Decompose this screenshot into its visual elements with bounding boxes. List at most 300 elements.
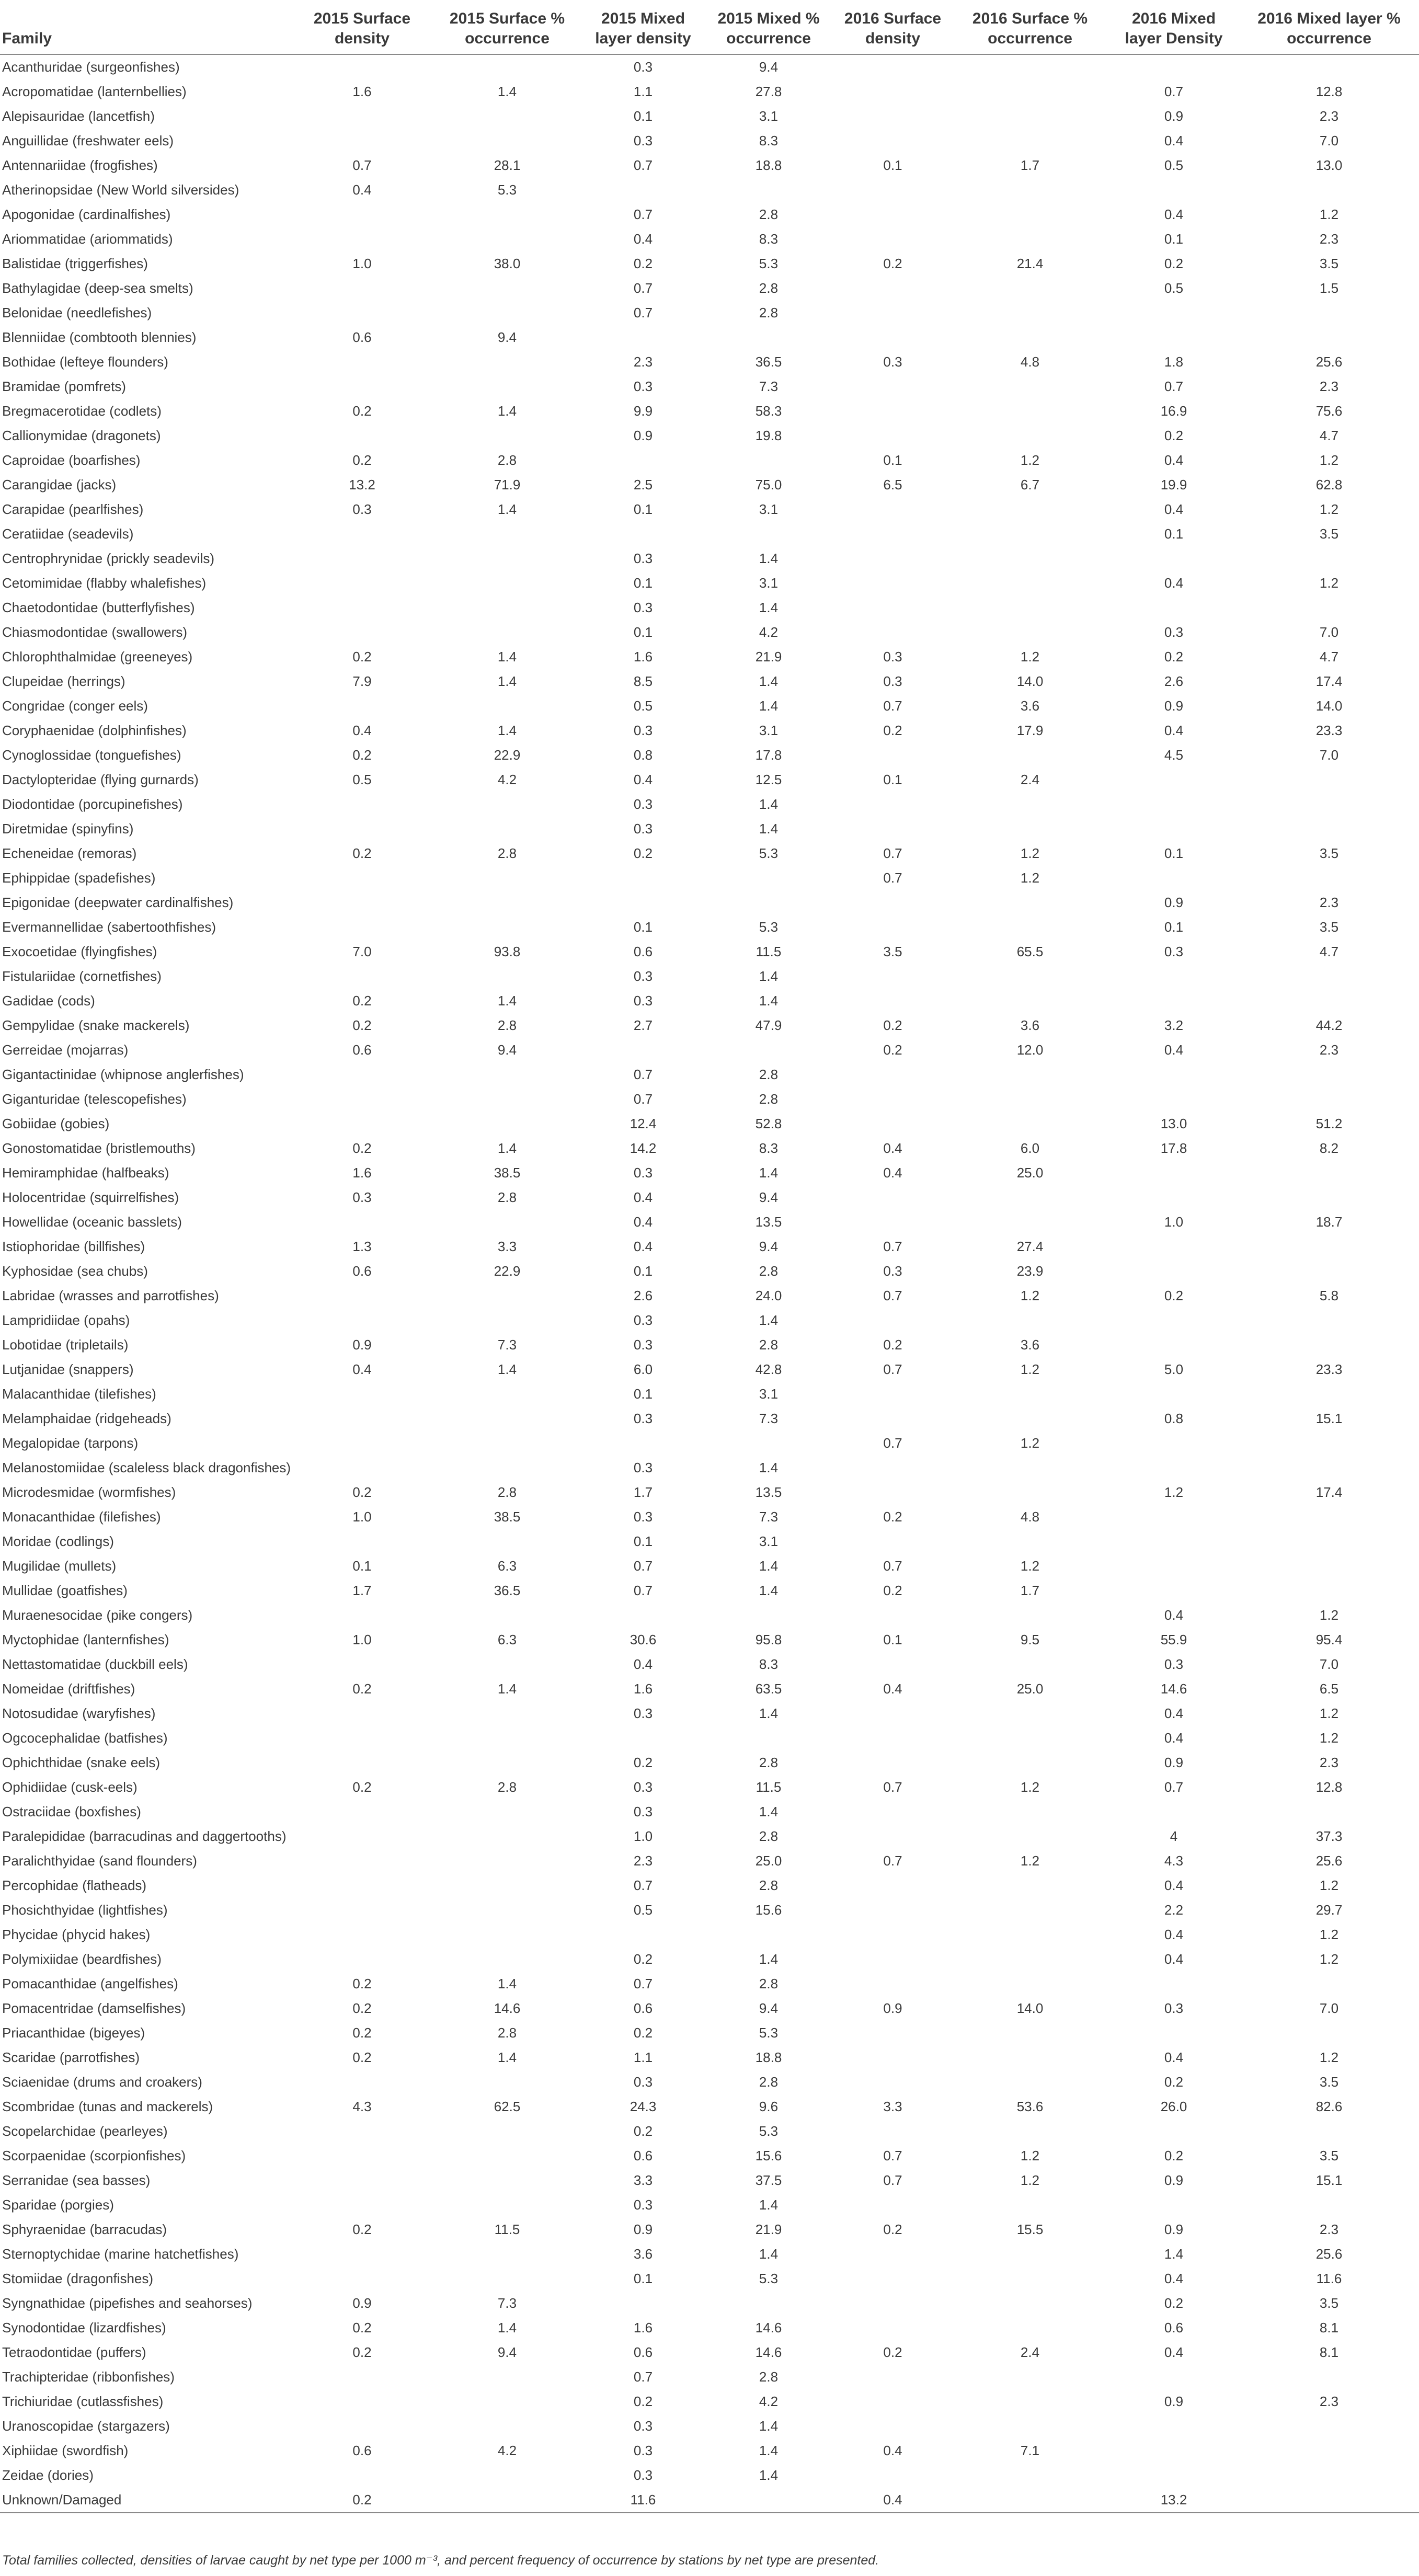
cell-family: Cetomimidae (flabby whalefishes) [2,575,207,591]
cell-surface-occurrence-2015 [431,2389,583,2414]
cell-surface-density-2015: 0.2 [352,403,372,419]
cell-mixed-density-2016: 0.2 [1164,649,1184,665]
cell-surface-occurrence-2015 [431,227,583,251]
cell-surface-occurrence-2016 [952,227,1108,251]
cell-surface-density-2015 [293,620,431,645]
cell-surface-occurrence-2016: 1.7 [1020,157,1040,173]
cell-family: Serranidae (sea basses) [2,2172,151,2188]
cell-surface-density-2015: 1.6 [352,84,372,99]
cell-mixed-density-2015: 1.6 [633,2320,653,2335]
cell-mixed-density-2015: 0.3 [633,2418,653,2434]
cell-mixed-occurrence-2016 [1239,1800,1419,1824]
cell-mixed-density-2016 [1108,1972,1239,1996]
cell-family: Carapidae (pearlfishes) [2,501,144,517]
cell-mixed-occurrence-2015: 2.8 [759,1755,779,1770]
table-row [0,79,1419,104]
header-2015-mixed-occurrence: 2015 Mixed % occurrence [703,0,834,54]
cell-surface-density-2016: 0.1 [883,452,902,468]
cell-surface-density-2016 [834,1185,952,1210]
cell-mixed-density-2016: 0.4 [1164,1705,1184,1721]
cell-surface-density-2015 [293,1210,431,1234]
cell-surface-density-2016 [834,497,952,522]
cell-mixed-occurrence-2015: 1.4 [759,2467,779,2483]
cell-mixed-occurrence-2016: 4.7 [1319,428,1339,443]
cell-mixed-density-2016 [1108,325,1239,350]
table-row [0,2438,1419,2463]
cell-mixed-density-2016: 0.4 [1164,2344,1184,2360]
cell-mixed-density-2015: 0.3 [633,1460,653,1475]
cell-mixed-density-2015: 3.6 [633,2246,653,2262]
cell-family: Bramidae (pomfrets) [2,379,126,394]
table-row [0,2193,1419,2217]
cell-mixed-density-2015: 0.3 [633,600,653,615]
cell-surface-density-2016 [834,1210,952,1234]
cell-surface-density-2016 [834,1898,952,1922]
table-row [0,350,1419,374]
cell-surface-occurrence-2016: 1.2 [1020,1435,1040,1451]
cell-surface-density-2016 [834,178,952,202]
cell-surface-occurrence-2015 [431,522,583,546]
cell-family: Alepisauridae (lancetfish) [2,108,155,124]
cell-surface-density-2016 [834,1529,952,1554]
cell-surface-occurrence-2016: 65.5 [1016,944,1044,959]
cell-mixed-density-2016 [1108,1234,1239,1259]
cell-surface-occurrence-2016 [952,817,1108,841]
cell-surface-density-2015: 0.7 [352,157,372,173]
cell-surface-density-2015: 13.2 [349,477,375,493]
cell-family: Nettastomatidae (duckbill eels) [2,1656,188,1672]
cell-surface-density-2015: 0.2 [352,2050,372,2065]
cell-mixed-occurrence-2015: 21.9 [755,2222,782,2237]
table-row [0,1873,1419,1898]
cell-surface-density-2016 [834,792,952,817]
cell-surface-occurrence-2015: 38.5 [494,1509,521,1525]
cell-surface-occurrence-2015 [431,2365,583,2389]
cell-surface-density-2015: 7.0 [352,944,372,959]
cell-surface-density-2016 [834,1947,952,1972]
cell-surface-density-2015: 0.5 [352,772,372,787]
cell-surface-density-2015: 0.2 [352,1140,372,1156]
cell-surface-occurrence-2015 [431,964,583,989]
cell-surface-occurrence-2015 [431,2414,583,2438]
cell-mixed-density-2015: 0.6 [633,2344,653,2360]
cell-mixed-occurrence-2016 [1239,2193,1419,2217]
cell-family: Trichiuridae (cutlassfishes) [2,2394,164,2409]
table-row [0,301,1419,325]
cell-mixed-density-2016: 0.9 [1164,1755,1184,1770]
table-row [0,1824,1419,1849]
cell-surface-density-2015: 0.4 [352,1361,372,1377]
cell-surface-occurrence-2016: 21.4 [1016,256,1044,271]
cell-surface-occurrence-2015 [431,620,583,645]
cell-surface-occurrence-2015 [431,301,583,325]
cell-mixed-density-2016: 1.0 [1164,1214,1184,1230]
cell-surface-occurrence-2015 [431,1456,583,1480]
cell-mixed-occurrence-2016 [1239,1431,1419,1456]
table-row [0,178,1419,202]
cell-mixed-density-2015: 0.3 [633,133,653,148]
cell-mixed-occurrence-2015: 63.5 [755,1681,782,1697]
cell-mixed-occurrence-2016: 6.5 [1319,1681,1339,1697]
cell-surface-occurrence-2015: 1.4 [497,501,517,517]
cell-surface-density-2016 [834,2316,952,2340]
cell-mixed-density-2016: 26.0 [1160,2099,1187,2114]
table-row [0,2144,1419,2168]
cell-mixed-density-2015 [583,522,703,546]
cell-mixed-occurrence-2016: 75.6 [1315,403,1343,419]
cell-surface-occurrence-2016: 9.5 [1020,1632,1040,1647]
cell-mixed-density-2015: 0.3 [633,821,653,837]
cell-mixed-occurrence-2016: 2.3 [1319,379,1339,394]
table-row [0,1505,1419,1529]
cell-mixed-density-2016 [1108,1578,1239,1603]
cell-surface-density-2015: 0.6 [352,2443,372,2458]
cell-mixed-occurrence-2016: 15.1 [1315,2172,1343,2188]
cell-mixed-density-2015: 0.7 [633,2369,653,2385]
cell-mixed-density-2015: 0.7 [633,1877,653,1893]
table-row [0,2217,1419,2242]
cell-mixed-occurrence-2015 [703,2488,834,2513]
cell-surface-occurrence-2016: 14.0 [1016,2000,1044,2016]
cell-surface-occurrence-2015: 1.4 [497,1361,517,1377]
cell-surface-density-2015: 0.9 [352,1337,372,1353]
cell-mixed-occurrence-2016 [1239,1161,1419,1185]
cell-mixed-density-2016: 13.2 [1108,2488,1239,2513]
cell-surface-occurrence-2016 [952,571,1108,596]
cell-mixed-occurrence-2016: 4.7 [1319,944,1339,959]
cell-surface-occurrence-2016: 23.9 [1016,1263,1044,1279]
cell-mixed-occurrence-2015: 1.4 [759,1558,779,1574]
cell-surface-occurrence-2015 [431,423,583,448]
cell-mixed-occurrence-2016: 7.0 [1319,747,1339,763]
cell-mixed-density-2016: 0.2 [1164,2148,1184,2163]
cell-mixed-density-2016 [1108,1333,1239,1357]
table-row [0,522,1419,546]
cell-mixed-density-2016: 3.2 [1164,1017,1184,1033]
cell-surface-density-2015: 4.3 [352,2099,372,2114]
table-row [0,989,1419,1013]
cell-mixed-density-2015: 0.7 [633,207,653,222]
cell-mixed-occurrence-2015: 1.4 [759,1460,779,1475]
cell-surface-density-2015: 0.6 [352,1263,372,1279]
cell-surface-occurrence-2015 [431,2144,583,2168]
cell-surface-occurrence-2015: 93.8 [494,944,521,959]
table-row [0,399,1419,423]
cell-mixed-density-2016 [1108,1259,1239,1284]
cell-mixed-density-2016 [1108,1087,1239,1112]
cell-surface-density-2015: 0.2 [352,2222,372,2237]
cell-surface-density-2016 [834,989,952,1013]
cell-mixed-occurrence-2015: 2.8 [759,280,779,296]
cell-surface-occurrence-2015 [431,817,583,841]
cell-surface-density-2015 [293,374,431,399]
cell-family: Lobotidae (tripletails) [2,1337,129,1353]
cell-family: Synodontidae (lizardfishes) [2,2320,166,2335]
cell-family: Chaetodontidae (butterflyfishes) [2,600,195,615]
cell-family: Gerreidae (mojarras) [2,1042,129,1058]
cell-mixed-occurrence-2016 [1239,1087,1419,1112]
cell-surface-density-2016: 0.2 [883,1583,902,1598]
cell-mixed-occurrence-2016: 2.3 [1319,108,1339,124]
cell-surface-density-2015 [293,1406,431,1431]
cell-surface-occurrence-2015: 2.8 [497,1484,517,1500]
cell-mixed-density-2016 [1108,817,1239,841]
cell-mixed-occurrence-2016: 15.1 [1315,1411,1343,1426]
cell-mixed-occurrence-2015: 15.6 [755,1902,782,1918]
cell-surface-density-2016 [834,423,952,448]
cell-mixed-density-2015: 0.4 [633,1214,653,1230]
cell-surface-density-2016 [834,1800,952,1824]
cell-mixed-density-2016: 0.9 [1164,108,1184,124]
cell-mixed-occurrence-2016: 5.8 [1319,1288,1339,1303]
cell-family: Percophidae (flatheads) [2,1877,147,1893]
cell-surface-density-2015: 0.4 [352,182,372,198]
cell-surface-density-2016: 0.3 [883,673,902,689]
table-row [0,792,1419,817]
cell-surface-density-2016: 0.2 [883,723,902,738]
cell-mixed-occurrence-2016 [1239,1554,1419,1578]
cell-surface-occurrence-2015 [431,1849,583,1873]
cell-mixed-occurrence-2015: 9.4 [759,59,779,75]
cell-mixed-density-2015 [583,448,703,473]
cell-mixed-occurrence-2016: 23.3 [1315,723,1343,738]
cell-surface-occurrence-2016 [952,2488,1108,2513]
cell-mixed-occurrence-2015: 47.9 [755,1017,782,1033]
cell-surface-occurrence-2016 [952,1456,1108,1480]
cell-mixed-occurrence-2015: 4.2 [759,2394,779,2409]
cell-mixed-occurrence-2015: 1.4 [759,600,779,615]
cell-surface-density-2015 [293,276,431,301]
cell-mixed-occurrence-2015: 1.4 [759,1165,779,1181]
cell-surface-density-2015 [293,2144,431,2168]
cell-family: Pomacanthidae (angelfishes) [2,1976,178,1991]
cell-mixed-density-2016 [1108,2414,1239,2438]
table-row [0,2168,1419,2193]
cell-family: Gempylidae (snake mackerels) [2,1017,190,1033]
cell-mixed-density-2015: 1.7 [633,1484,653,1500]
cell-mixed-occurrence-2016: 25.6 [1315,2246,1343,2262]
cell-family: Labridae (wrasses and parrotfishes) [2,1288,219,1303]
cell-mixed-density-2016: 0.9 [1164,2222,1184,2237]
table-row [0,1382,1419,1406]
cell-family: Fistulariidae (cornetfishes) [2,968,162,984]
cell-surface-density-2016 [834,522,952,546]
cell-surface-density-2016: 0.7 [883,2148,902,2163]
cell-surface-occurrence-2015: 1.4 [497,673,517,689]
cell-mixed-occurrence-2015: 2.8 [759,1067,779,1082]
cell-family: Mugilidae (mullets) [2,1558,117,1574]
cell-surface-occurrence-2015 [431,129,583,153]
cell-surface-occurrence-2015 [431,1824,583,1849]
cell-mixed-occurrence-2016: 2.3 [1319,895,1339,910]
table-row [0,1333,1419,1357]
cell-surface-density-2015: 0.2 [352,747,372,763]
cell-mixed-occurrence-2016: 7.0 [1319,624,1339,640]
cell-surface-occurrence-2015 [431,202,583,227]
table-row [0,1456,1419,1480]
cell-surface-density-2016 [834,743,952,768]
cell-surface-occurrence-2016 [952,1652,1108,1677]
cell-family: Caproidae (boarfishes) [2,452,141,468]
table-row [0,1603,1419,1628]
cell-surface-density-2015: 0.2 [352,993,372,1009]
cell-mixed-density-2016 [1108,989,1239,1013]
cell-family: Callionymidae (dragonets) [2,428,161,443]
cell-family: Echeneidae (remoras) [2,845,137,861]
table-row [0,1284,1419,1308]
cell-mixed-density-2016 [1108,964,1239,989]
table-row [0,1210,1419,1234]
cell-surface-occurrence-2016 [952,2365,1108,2389]
cell-mixed-density-2016: 1.8 [1164,354,1184,370]
cell-family: Unknown/Damaged [0,2488,293,2513]
table-row [0,325,1419,350]
cell-mixed-occurrence-2016 [1239,1308,1419,1333]
cell-surface-occurrence-2015 [431,890,583,915]
cell-mixed-occurrence-2016: 8.1 [1319,2344,1339,2360]
cell-surface-density-2016 [834,2266,952,2291]
cell-mixed-density-2016 [1108,1382,1239,1406]
cell-mixed-density-2016: 0.7 [1164,379,1184,394]
cell-mixed-density-2015: 0.3 [633,2197,653,2213]
cell-family: Sciaenidae (drums and croakers) [2,2074,202,2090]
cell-surface-density-2016 [834,2414,952,2438]
cell-mixed-occurrence-2016: 17.4 [1315,673,1343,689]
table-row [0,2045,1419,2070]
cell-family: Myctophidae (lanternfishes) [2,1632,169,1647]
cell-family: Scorpaenidae (scorpionfishes) [2,2148,186,2163]
cell-mixed-density-2015 [583,2291,703,2316]
cell-mixed-density-2015 [583,178,703,202]
cell-surface-occurrence-2016 [952,989,1108,1013]
table-row [0,1677,1419,1701]
cell-surface-occurrence-2016 [952,276,1108,301]
cell-surface-occurrence-2015 [431,792,583,817]
table-row [0,2414,1419,2438]
cell-mixed-occurrence-2016: 1.2 [1319,1951,1339,1967]
cell-surface-density-2016 [834,129,952,153]
cell-surface-occurrence-2016: 1.2 [1020,2172,1040,2188]
cell-surface-occurrence-2015: 7.3 [497,2295,517,2311]
table-row [0,276,1419,301]
cell-mixed-density-2015: 11.6 [583,2488,703,2513]
cell-surface-occurrence-2015: 38.0 [494,256,521,271]
cell-mixed-occurrence-2015: 1.4 [759,1705,779,1721]
cell-mixed-density-2016: 0.3 [1164,624,1184,640]
cell-mixed-occurrence-2016: 7.0 [1319,1656,1339,1672]
cell-mixed-density-2015: 30.6 [630,1632,657,1647]
cell-mixed-occurrence-2015: 18.8 [755,157,782,173]
cell-surface-occurrence-2016 [952,743,1108,768]
cell-surface-occurrence-2016 [952,423,1108,448]
cell-surface-occurrence-2016 [952,301,1108,325]
cell-mixed-occurrence-2016: 1.2 [1319,1705,1339,1721]
cell-mixed-occurrence-2015: 13.5 [755,1484,782,1500]
cell-surface-density-2016 [834,2045,952,2070]
table-row [0,1185,1419,1210]
cell-mixed-occurrence-2016 [1239,2463,1419,2488]
cell-mixed-occurrence-2016: 1.2 [1319,207,1339,222]
cell-surface-occurrence-2016 [952,1112,1108,1136]
cell-surface-occurrence-2016 [952,890,1108,915]
cell-mixed-occurrence-2016 [1239,817,1419,841]
cell-family: Sternoptychidae (marine hatchetfishes) [2,2246,239,2262]
cell-surface-density-2015: 1.3 [352,1239,372,1254]
cell-mixed-density-2016: 0.1 [1164,845,1184,861]
table-row [0,1849,1419,1873]
table-row [0,718,1419,743]
cell-mixed-occurrence-2015: 27.8 [755,84,782,99]
cell-surface-density-2016 [834,2119,952,2144]
cell-mixed-density-2015: 0.3 [633,2074,653,2090]
cell-mixed-density-2016 [1108,2119,1239,2144]
cell-mixed-density-2015: 0.7 [633,280,653,296]
cell-mixed-occurrence-2016: 3.5 [1319,526,1339,542]
cell-mixed-occurrence-2015: 2.8 [759,305,779,320]
cell-mixed-density-2016: 0.7 [1164,1779,1184,1795]
cell-mixed-density-2016: 0.4 [1164,1607,1184,1623]
cell-mixed-density-2016 [1108,768,1239,792]
cell-mixed-occurrence-2016: 3.5 [1319,2074,1339,2090]
cell-mixed-density-2015: 0.8 [633,747,653,763]
table-row [0,1922,1419,1947]
cell-surface-occurrence-2016 [952,522,1108,546]
cell-mixed-occurrence-2015 [703,325,834,350]
cell-surface-occurrence-2016: 2.4 [1020,772,1040,787]
cell-mixed-occurrence-2015: 7.3 [759,1509,779,1525]
cell-mixed-density-2016 [1108,1529,1239,1554]
header-2015-mixed-density: 2015 Mixed layer density [583,0,703,54]
cell-mixed-occurrence-2016: 11.6 [1316,2271,1342,2286]
cell-mixed-density-2016: 0.2 [1164,2074,1184,2090]
cell-mixed-occurrence-2015: 5.3 [759,845,779,861]
cell-surface-occurrence-2016: 7.1 [1020,2443,1040,2458]
cell-mixed-occurrence-2016: 1.2 [1319,1927,1339,1942]
cell-surface-occurrence-2016: 1.2 [1020,1558,1040,1574]
cell-surface-occurrence-2016: 1.2 [1020,452,1040,468]
cell-family: Melanostomiidae (scaleless black dragonfishes) [2,1460,291,1475]
cell-surface-occurrence-2016: 25.0 [1016,1681,1044,1697]
cell-surface-density-2015 [293,202,431,227]
cell-mixed-occurrence-2016 [1239,325,1419,350]
table-row [0,1947,1419,1972]
cell-family: Monacanthidae (filefishes) [2,1509,161,1525]
cell-surface-density-2016 [834,2463,952,2488]
cell-mixed-occurrence-2016 [1239,866,1419,890]
cell-surface-density-2016: 0.7 [883,1853,902,1869]
cell-surface-density-2015 [293,964,431,989]
cell-surface-occurrence-2015 [431,546,583,571]
cell-mixed-density-2016: 0.1 [1164,231,1184,247]
cell-family: Trachipteridae (ribbonfishes) [2,2369,175,2385]
cell-surface-occurrence-2016: 27.4 [1016,1239,1044,1254]
cell-family: Pomacentridae (damselfishes) [2,2000,186,2016]
table-row [0,1775,1419,1800]
cell-surface-occurrence-2015 [431,1947,583,1972]
cell-mixed-density-2016: 0.4 [1164,723,1184,738]
cell-mixed-density-2015: 24.3 [630,2099,657,2114]
cell-surface-density-2015 [293,2070,431,2094]
cell-surface-occurrence-2015: 7.3 [497,1337,517,1353]
cell-surface-density-2016: 0.2 [883,2344,902,2360]
cell-surface-density-2015: 0.2 [352,1484,372,1500]
table-row [0,227,1419,251]
cell-surface-occurrence-2016: 1.2 [1020,1853,1040,1869]
cell-surface-density-2016 [834,1603,952,1628]
cell-family: Malacanthidae (tilefishes) [2,1386,156,1402]
table-row [0,374,1419,399]
cell-surface-occurrence-2015 [431,1701,583,1726]
